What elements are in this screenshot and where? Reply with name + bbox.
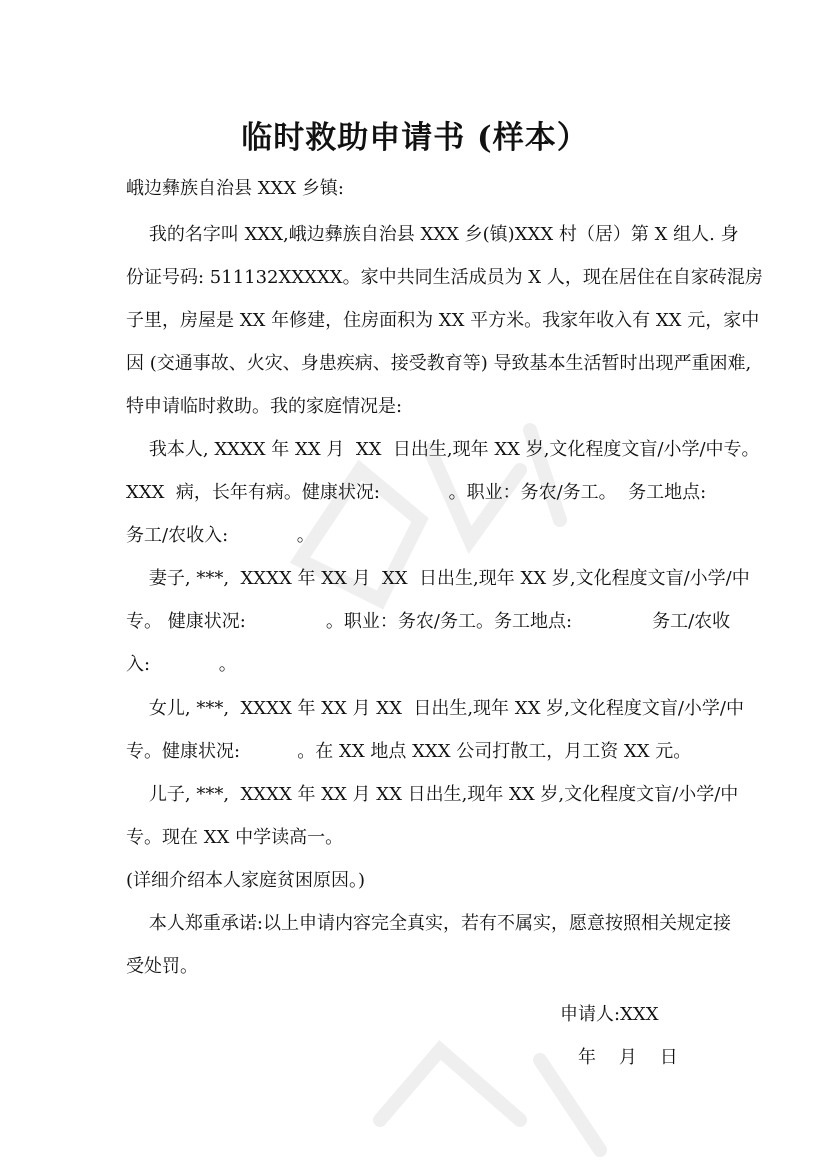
- body-line: 份证号码: 511132XXXXX。家中共同生活成员为 X 人，现在居住在自家砖混房: [126, 267, 763, 288]
- body-line: 受处罚。: [126, 956, 198, 977]
- body-line: 入: 。: [126, 654, 237, 675]
- signature-date: 年 月 日: [578, 1047, 678, 1068]
- body-line: 妻子, ***, XXXX 年 XX 月 XX 日出生,现年 XX 岁,文化程度文盲/小学/中: [126, 568, 750, 589]
- body-line: 专。健康状况: 。在 XX 地点 XXX 公司打散工，月工资 XX 元。: [126, 741, 692, 762]
- body-line: 因 (交通事故、火灾、身患疾病、接受教育等) 导致基本生活暂时出现严重困难,: [126, 353, 752, 374]
- body-line: 我的名字叫 XXX,峨边彝族自治县 XXX 乡(镇)XXX 村（居）第 X 组人. 身: [126, 224, 739, 245]
- body-line: 专。 健康状况: 。职业：务农/务工。务工地点: 务工/农收: [126, 611, 731, 632]
- body-line: 子里，房屋是 XX 年修建，住房面积为 XX 平方米。我家年收入有 XX 元，家中: [126, 310, 760, 331]
- salutation: 峨边彝族自治县 XXX 乡镇:: [126, 178, 344, 199]
- body-line: 我本人, XXXX 年 XX 月 XX 日出生,现年 XX 岁,文化程度文盲/小学/中专。: [126, 439, 760, 460]
- body-line: 本人郑重承诺:以上申请内容完全真实，若有不属实，愿意按照相关规定接: [126, 913, 731, 934]
- document-title: 临时救助申请书 (样本）: [241, 120, 589, 156]
- body-line: 特申请临时救助。我的家庭情况是:: [126, 396, 403, 417]
- body-line: XXX 病，长年有病。健康状况: 。职业：务农/务工。 务工地点:: [126, 482, 707, 503]
- applicant-signature: 申请人:XXX: [560, 1004, 659, 1025]
- body-line: 儿子, ***, XXXX 年 XX 月 XX 日出生,现年 XX 岁,文化程度文盲/小学/中: [126, 784, 739, 805]
- body-line: (详细介绍本人家庭贫困原因。): [126, 870, 366, 891]
- body-line: 女儿, ***, XXXX 年 XX 月 XX 日出生,现年 XX 岁,文化程度文盲/小学/中: [126, 698, 744, 719]
- body-line: 专。现在 XX 中学读高一。: [126, 827, 344, 848]
- body-line: 务工/农收入: 。: [126, 525, 315, 546]
